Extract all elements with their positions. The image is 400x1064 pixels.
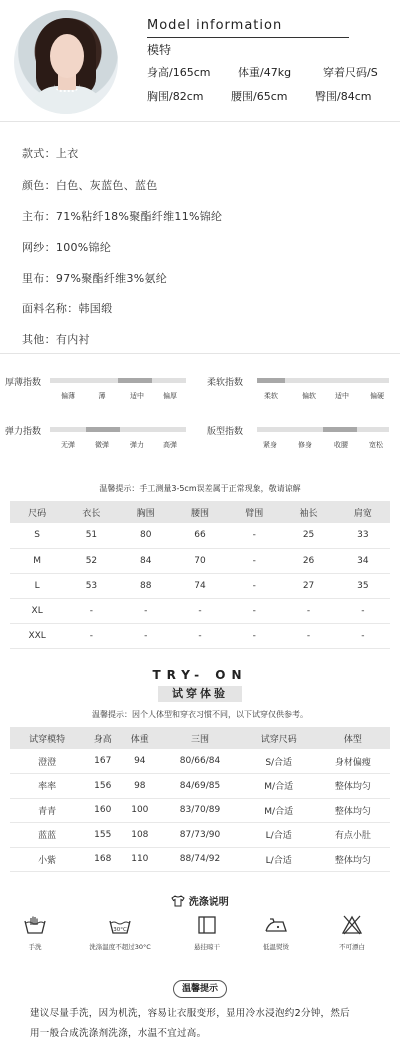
model-info-subtitle: 模特 (147, 43, 172, 57)
fit-tick: 宽松 (369, 441, 383, 449)
cell: 53 (64, 573, 118, 598)
hand-wash-icon (0, 915, 70, 935)
thickness-selected-segment (118, 378, 152, 383)
fit-selected-segment (323, 427, 357, 432)
try-on-title: TRY- ON (152, 668, 248, 682)
cell: - (336, 598, 390, 623)
header-waist: 腰围 (173, 501, 227, 523)
care-label: 不可漂白 (339, 943, 365, 951)
fit-index-bar (257, 427, 389, 432)
size-table-header (10, 501, 390, 523)
cell: 100 (121, 798, 158, 823)
table-row (10, 823, 390, 848)
header-length: 衣长 (64, 501, 118, 523)
fit-tick: 修身 (298, 441, 312, 449)
cell: - (64, 598, 118, 623)
table-row (10, 573, 390, 598)
thickness-tick: 偏薄 (61, 392, 75, 400)
cell: - (227, 623, 281, 648)
softness-index-label: 柔软指数 (207, 378, 244, 388)
tips-line: 建议尽量手洗，因为机洗，容易让衣服变形，显用冷水浸泡约2分钟，然后 (30, 1008, 350, 1019)
cell: - (227, 523, 281, 548)
cell: 88/74/92 (158, 847, 241, 872)
care-item-no-bleach (317, 915, 387, 951)
header-body-type: 体型 (316, 727, 390, 749)
cell: 74 (173, 573, 227, 598)
cell: 156 (84, 774, 121, 799)
cell: 35 (336, 573, 390, 598)
elasticity-tick: 高弹 (163, 441, 177, 449)
cell: XXL (10, 623, 64, 648)
cell: M/合适 (242, 774, 316, 799)
softness-index-bar (257, 378, 389, 383)
care-label: 手洗 (28, 943, 42, 951)
cell: 整体均匀 (316, 774, 390, 799)
cell: XL (10, 598, 64, 623)
elasticity-tick: 无弹 (61, 441, 75, 449)
tips-line: 用一般合成洗涤剂洗涤，水温不宜过高。 (30, 1028, 207, 1039)
cell: 70 (173, 548, 227, 573)
shirt-icon (171, 897, 188, 908)
wash-temp-text: 30°C (113, 927, 127, 933)
cell: M (10, 548, 64, 573)
cell: - (281, 623, 335, 648)
try-on-table-header (10, 727, 390, 749)
model-weight: 体重/47kg (238, 66, 292, 79)
elasticity-index-label: 弹力指数 (5, 427, 42, 437)
info-color: 颜色：白色、灰蓝色、蓝色 (22, 179, 158, 192)
thickness-tick: 偏厚 (163, 392, 177, 400)
elasticity-tick: 微弹 (95, 441, 109, 449)
cell: L/合适 (242, 823, 316, 848)
header-weight: 体重 (121, 727, 158, 749)
info-style: 款式：上衣 (22, 147, 79, 160)
tips-badge: 温馨提示 (173, 980, 227, 998)
cell: 33 (336, 523, 390, 548)
cell: - (281, 598, 335, 623)
header-measurements: 三围 (158, 727, 241, 749)
model-waist: 腰围/65cm (231, 90, 288, 103)
elasticity-selected-segment (86, 427, 120, 432)
table-row (10, 623, 390, 648)
header-bust: 胸围 (119, 501, 173, 523)
info-fabric-name: 面料名称：韩国缎 (22, 302, 113, 315)
cell: 88 (119, 573, 173, 598)
no-bleach-icon (317, 915, 387, 935)
softness-tick: 偏软 (302, 392, 316, 400)
cell: 66 (173, 523, 227, 548)
header-height: 身高 (84, 727, 121, 749)
info-other: 其他：有内衬 (22, 333, 90, 346)
elasticity-index-bar (50, 427, 186, 432)
title-divider (147, 37, 349, 38)
cell: 蓝蓝 (10, 823, 84, 848)
cell: 84/69/85 (158, 774, 241, 799)
softness-tick: 适中 (335, 392, 349, 400)
cell: 34 (336, 548, 390, 573)
thickness-tick: 适中 (130, 392, 144, 400)
cell: - (64, 623, 118, 648)
softness-tick: 柔软 (264, 392, 278, 400)
cell: - (227, 598, 281, 623)
cell: - (119, 623, 173, 648)
table-row (10, 548, 390, 573)
low-iron-icon (241, 915, 311, 935)
care-label: 悬挂晾干 (194, 943, 220, 951)
cell: 52 (64, 548, 118, 573)
cell: 108 (121, 823, 158, 848)
table-row (10, 798, 390, 823)
fit-index-label: 版型指数 (207, 427, 244, 437)
model-size: 穿着尺码/S (323, 66, 378, 79)
measurement-notice: 温馨提示：手工测量3-5cm误差属于正常现象，敬请谅解 (99, 484, 301, 493)
cell: 155 (84, 823, 121, 848)
cell: 167 (84, 749, 121, 774)
thickness-index-bar (50, 378, 186, 383)
size-table (10, 501, 390, 649)
cell: 87/73/90 (158, 823, 241, 848)
softness-selected-segment (257, 378, 285, 383)
try-on-subtitle: 试穿体验 (158, 686, 242, 702)
cell: 27 (281, 573, 335, 598)
model-info-section (0, 0, 400, 122)
care-label: 低温熨烫 (263, 943, 289, 951)
care-title (0, 893, 400, 908)
cell: 83/70/89 (158, 798, 241, 823)
model-bust: 胸围/82cm (147, 90, 204, 103)
care-label: 洗涤温度不超过30°C (89, 943, 151, 951)
table-row (10, 749, 390, 774)
cell: 小紫 (10, 847, 84, 872)
cell: - (227, 573, 281, 598)
model-avatar (14, 10, 118, 114)
cell: 率率 (10, 774, 84, 799)
try-on-notice: 温馨提示：因个人体型和穿衣习惯不同，以下试穿仅供参考。 (92, 710, 308, 719)
model-hip: 臀围/84cm (315, 90, 372, 103)
cell: 51 (64, 523, 118, 548)
try-on-table (10, 727, 390, 872)
cell: 80 (119, 523, 173, 548)
cell: 80/66/84 (158, 749, 241, 774)
cell: S/合适 (242, 749, 316, 774)
care-item-low-iron (241, 915, 311, 951)
cell: 110 (121, 847, 158, 872)
table-row (10, 847, 390, 872)
cell: 26 (281, 548, 335, 573)
cell: M/合适 (242, 798, 316, 823)
elasticity-tick: 弹力 (130, 441, 144, 449)
cell: 身材偏瘦 (316, 749, 390, 774)
fit-tick: 收腰 (334, 441, 348, 449)
cell: 有点小肚 (316, 823, 390, 848)
fabric-info-section (0, 122, 400, 354)
cell: - (119, 598, 173, 623)
cell: 98 (121, 774, 158, 799)
care-item-hand-wash (0, 915, 70, 951)
cell: 94 (121, 749, 158, 774)
wash-temp-30-icon (85, 915, 155, 935)
cell: 整体均匀 (316, 847, 390, 872)
cell: 澄澄 (10, 749, 84, 774)
thickness-index-label: 厚薄指数 (5, 378, 42, 388)
model-info-title: Model information (147, 18, 283, 33)
cell: S (10, 523, 64, 548)
cell: - (336, 623, 390, 648)
header-sleeve: 袖长 (281, 501, 335, 523)
header-try-size: 试穿尺码 (242, 727, 316, 749)
cell: 84 (119, 548, 173, 573)
model-height: 身高/165cm (147, 66, 211, 79)
cell: - (173, 598, 227, 623)
info-main-fabric: 主布：71%粘纤18%聚酯纤维11%锦纶 (22, 210, 223, 223)
cell: 160 (84, 798, 121, 823)
info-mesh: 网纱：100%锦纶 (22, 241, 112, 254)
table-row (10, 774, 390, 799)
cell: 168 (84, 847, 121, 872)
softness-tick: 偏硬 (370, 392, 384, 400)
cell: - (173, 623, 227, 648)
care-item-wash-temp (85, 915, 155, 951)
cell: L/合适 (242, 847, 316, 872)
cell: - (227, 548, 281, 573)
cell: 整体均匀 (316, 798, 390, 823)
table-row (10, 523, 390, 548)
header-model: 试穿模特 (10, 727, 84, 749)
fit-tick: 紧身 (263, 441, 277, 449)
cell: L (10, 573, 64, 598)
header-arm: 臂围 (227, 501, 281, 523)
table-row (10, 598, 390, 623)
cell: 25 (281, 523, 335, 548)
hang-dry-icon (172, 915, 242, 935)
cell: 青青 (10, 798, 84, 823)
header-shoulder: 肩宽 (336, 501, 390, 523)
header-size: 尺码 (10, 501, 64, 523)
info-lining: 里布：97%聚酯纤维3%氨纶 (22, 272, 168, 285)
care-item-hang-dry (172, 915, 242, 951)
care-title-text: 洗涤说明 (188, 897, 229, 908)
thickness-tick: 薄 (98, 392, 106, 400)
